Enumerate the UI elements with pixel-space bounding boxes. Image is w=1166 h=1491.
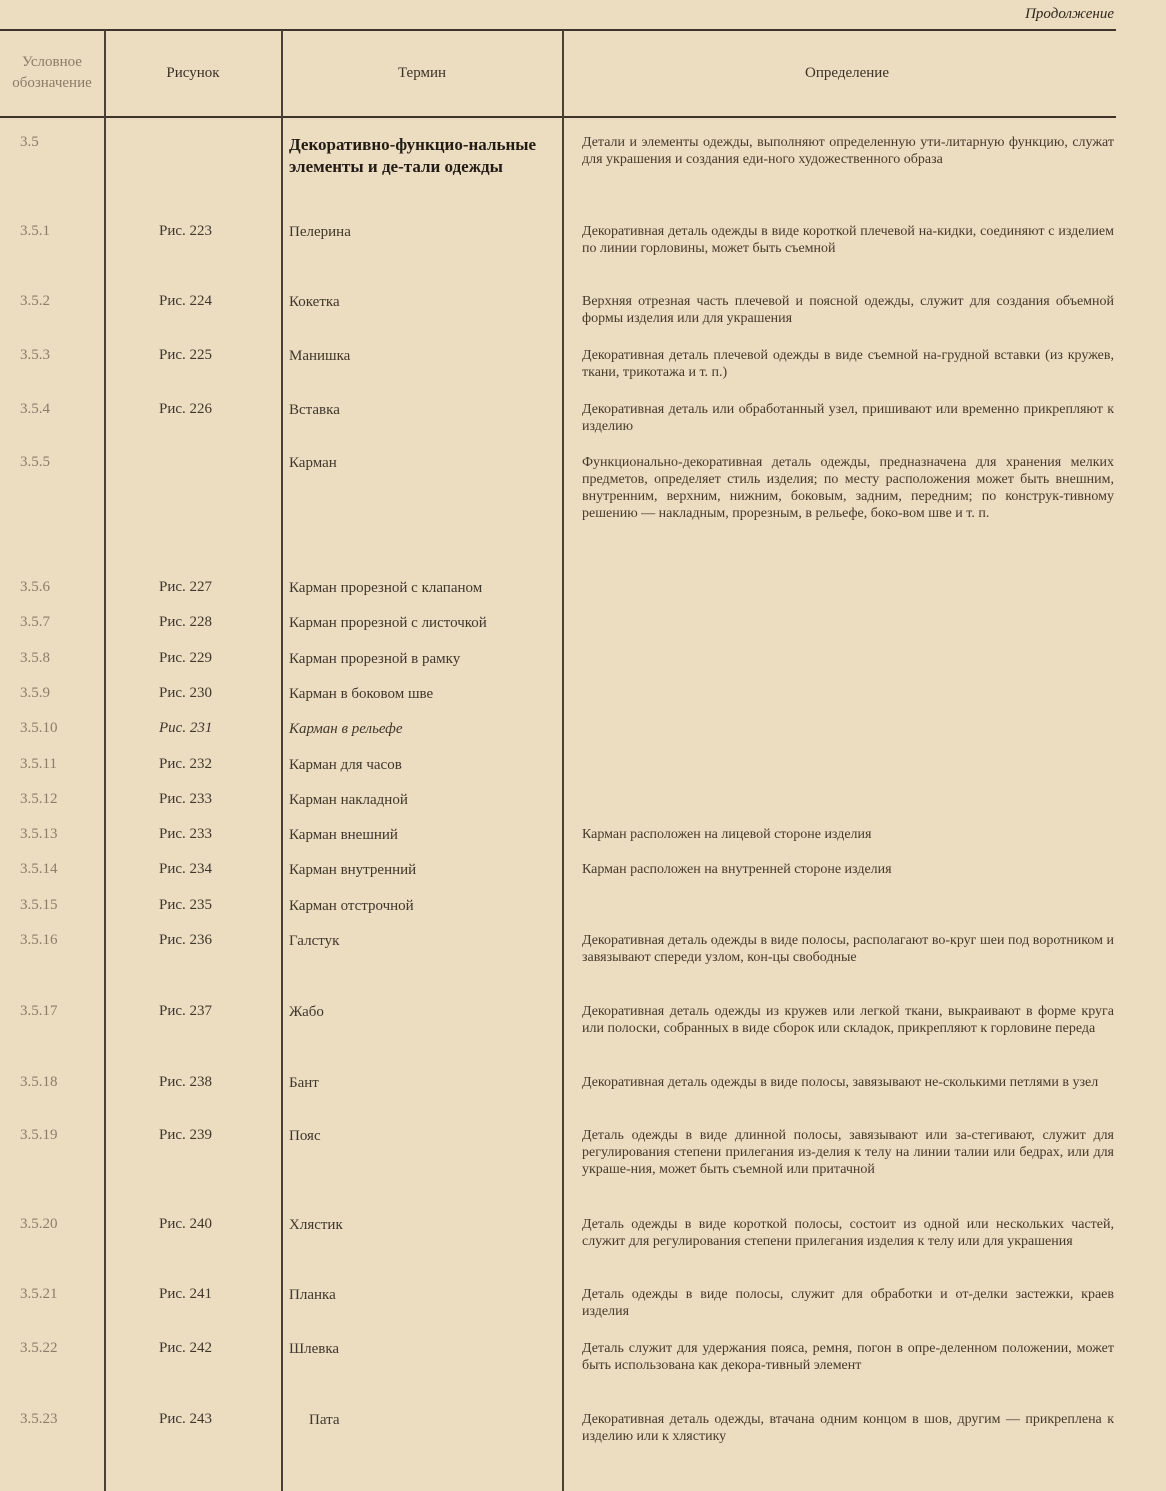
column-divider <box>562 30 564 1491</box>
row-code: 3.5.6 <box>20 579 50 595</box>
row-term: Карман прорезной с листочкой <box>289 615 487 631</box>
row-code: 3.5.9 <box>20 685 50 701</box>
row-code: 3.5.22 <box>20 1340 58 1356</box>
header-term: Термин <box>397 64 447 81</box>
row-figure: Рис. 233 <box>159 791 213 807</box>
row-term: Манишка <box>289 348 351 364</box>
row-code: 3.5 <box>20 134 39 150</box>
row-figure: Рис. 225 <box>159 347 213 363</box>
row-term: Карман внутренний <box>289 862 417 878</box>
row-definition: Декоративная деталь одежды, втачана одним концом в шов, другим — прикреплена к изделию или к хлястику <box>582 1412 1114 1444</box>
header-code: Условное обозначение <box>12 54 92 91</box>
row-term: Кокетка <box>289 294 340 310</box>
row-figure: Рис. 238 <box>159 1074 213 1090</box>
row-code: 3.5.7 <box>20 614 50 630</box>
header-figure: Рисунок <box>166 64 220 81</box>
row-definition: Деталь одежды в виде короткой полосы, состоит из одной или нескольких частей, служит для регулирования степени прилегания изделия к телу или для украшения <box>582 1217 1114 1249</box>
row-figure: Рис. 231 <box>159 720 213 736</box>
row-figure: Рис. 239 <box>159 1127 213 1143</box>
section-title: Декоративно-функцио-нальные элементы и де-тали одежды <box>289 135 537 176</box>
row-code: 3.5.11 <box>20 756 57 772</box>
row-figure: Рис. 233 <box>159 826 213 842</box>
row-term: Пояс <box>289 1128 321 1144</box>
row-figure: Рис. 229 <box>159 650 213 666</box>
row-figure: Рис. 235 <box>159 897 213 913</box>
row-definition: Верхняя отрезная часть плечевой и поясной одежды, служит для создания объемной формы изделия или для украшения <box>582 294 1114 326</box>
row-term: Карман внешний <box>289 827 398 843</box>
row-code: 3.5.21 <box>20 1286 58 1302</box>
column-divider <box>281 30 283 1491</box>
row-figure: Рис. 243 <box>159 1411 213 1427</box>
row-term: Карман прорезной с клапаном <box>289 580 483 596</box>
continuation-label: Продолжение <box>1025 6 1114 22</box>
row-code: 3.5.18 <box>20 1074 58 1090</box>
row-term: Карман накладной <box>289 792 408 808</box>
row-definition: Декоративная деталь одежды в виде полосы, завязывают не-сколькими петлями в узел <box>582 1075 1099 1090</box>
row-definition: Деталь одежды в виде полосы, служит для обработки и от-делки застежки, краев изделия <box>582 1287 1114 1319</box>
row-code: 3.5.1 <box>20 223 50 239</box>
row-figure: Рис. 237 <box>159 1003 213 1019</box>
row-code: 3.5.8 <box>20 650 50 666</box>
row-code: 3.5.2 <box>20 293 50 309</box>
row-definition: Декоративная деталь одежды из кружев или легкой ткани, выкраивают в форме круга или полоски, собранных в виде сборок или складок, прикрепляют к горловине переда <box>582 1004 1114 1036</box>
row-term: Карман в рельефе <box>289 721 403 737</box>
row-code: 3.5.4 <box>20 401 50 417</box>
row-term: Пелерина <box>289 224 351 240</box>
row-definition: Деталь служит для удержания пояса, ремня, погон в опре-деленном положении, может быть использована как декора-тивный элемент <box>582 1341 1114 1373</box>
row-figure: Рис. 242 <box>159 1340 213 1356</box>
row-code: 3.5.10 <box>20 720 58 736</box>
row-code: 3.5.12 <box>20 791 58 807</box>
row-code: 3.5.5 <box>20 454 50 470</box>
row-definition: Декоративная деталь одежды в виде короткой плечевой на-кидки, соединяют с изделием по линии горловины, может быть съемной <box>582 224 1114 256</box>
header-definition: Определение <box>805 64 889 81</box>
row-figure: Рис. 227 <box>159 579 213 595</box>
header-bottom-rule <box>0 116 1116 118</box>
row-term: Карман для часов <box>289 757 402 773</box>
row-term: Карман отстрочной <box>289 898 414 914</box>
row-definition: Функционально-декоративная деталь одежды, предназначена для хранения мелких предметов, определяет стиль изделия; по месту расположения может быть внешним, внутренним, верхним, нижним, боковым, задним, передним; по конструк-тивному решению — накладным, прорезным, в рельефе, боко-вом шве и т. п. <box>582 455 1114 521</box>
row-definition: Декоративная деталь плечевой одежды в виде съемной на-грудной вставки (из кружев, ткани, трикотажа и т. п.) <box>582 348 1114 380</box>
row-term: Галстук <box>289 933 340 949</box>
row-code: 3.5.16 <box>20 932 58 948</box>
row-term: Вставка <box>289 402 340 418</box>
row-term: Хлястик <box>289 1217 343 1233</box>
row-code: 3.5.15 <box>20 897 58 913</box>
row-term: Пата <box>309 1412 340 1428</box>
row-definition: Карман расположен на внутренней стороне изделия <box>582 862 892 877</box>
row-definition: Декоративная деталь или обработанный узел, пришивают или временно прикрепляют к изделию <box>582 402 1114 434</box>
row-figure: Рис. 234 <box>159 861 213 877</box>
row-term: Шлевка <box>289 1341 340 1357</box>
row-definition: Деталь одежды в виде длинной полосы, завязывают или за-стегивают, служит для регулирования степени прилегания из-делия к телу на линии талии или бедрах, или для украше-ния, может быть съемной или притачной <box>582 1128 1114 1177</box>
row-code: 3.5.14 <box>20 861 58 877</box>
row-figure: Рис. 224 <box>159 293 213 309</box>
row-code: 3.5.23 <box>20 1411 58 1427</box>
row-term: Планка <box>289 1287 336 1303</box>
row-definition: Детали и элементы одежды, выполняют определенную ути-литарную функцию, служат для украшения и создания еди-ного художественного образа <box>582 135 1114 167</box>
row-code: 3.5.20 <box>20 1216 58 1232</box>
row-figure: Рис. 240 <box>159 1216 213 1232</box>
row-figure: Рис. 241 <box>159 1286 213 1302</box>
row-figure: Рис. 228 <box>159 614 213 630</box>
row-figure: Рис. 223 <box>159 223 213 239</box>
row-figure: Рис. 226 <box>159 401 213 417</box>
row-term: Карман в боковом шве <box>289 686 434 702</box>
row-figure: Рис. 232 <box>159 756 213 772</box>
row-term: Карман прорезной в рамку <box>289 651 461 667</box>
row-term: Бант <box>289 1075 319 1091</box>
row-code: 3.5.13 <box>20 826 58 842</box>
row-code: 3.5.3 <box>20 347 50 363</box>
row-term: Карман <box>289 455 337 471</box>
row-code: 3.5.19 <box>20 1127 58 1143</box>
row-term: Жабо <box>289 1004 324 1020</box>
row-definition: Декоративная деталь одежды в виде полосы, располагают во-круг шеи под воротником и завязывают спереди узлом, кон-цы свободные <box>582 933 1114 965</box>
row-code: 3.5.17 <box>20 1003 58 1019</box>
row-figure: Рис. 236 <box>159 932 213 948</box>
column-divider <box>104 30 106 1491</box>
row-definition: Карман расположен на лицевой стороне изделия <box>582 827 872 842</box>
row-figure: Рис. 230 <box>159 685 213 701</box>
